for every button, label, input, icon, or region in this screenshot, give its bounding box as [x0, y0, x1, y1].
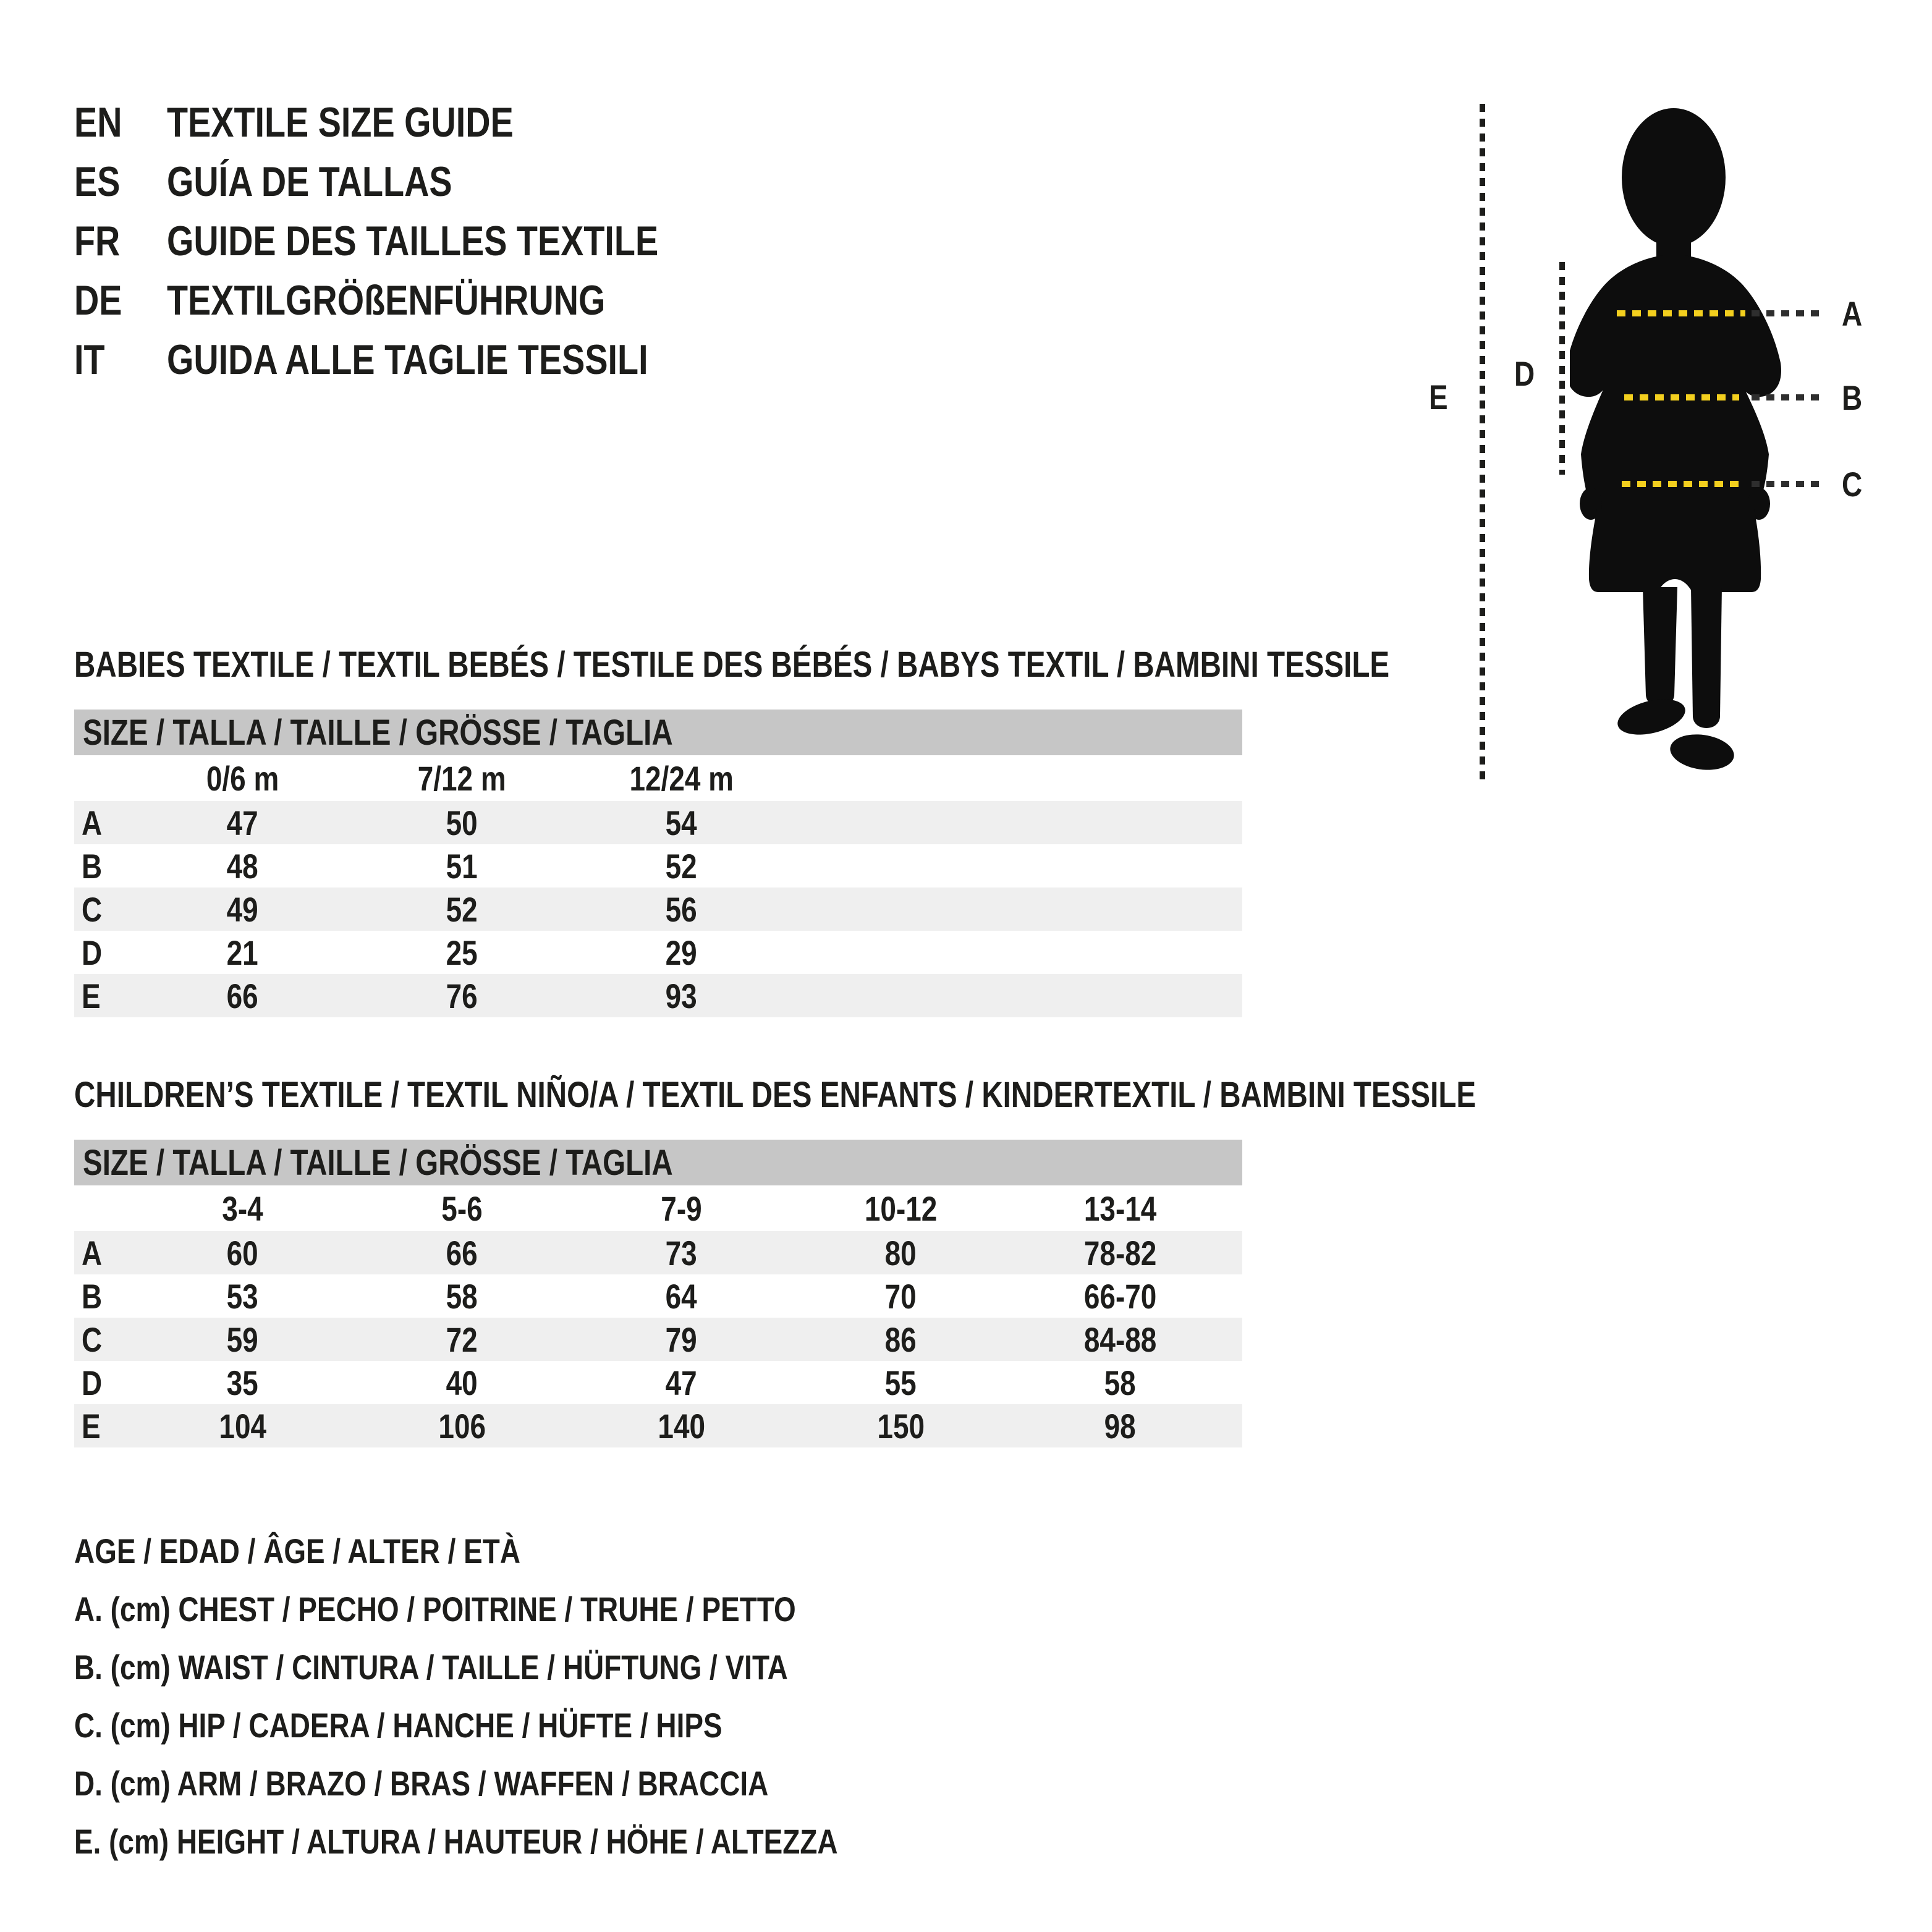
value-cell: 106 [438, 1406, 486, 1446]
language-code: IT [74, 336, 105, 383]
language-title: GUÍA DE TALLAS [167, 158, 452, 205]
babies-column-header-row [74, 755, 1242, 801]
value-cell: 40 [446, 1363, 478, 1402]
value-cell: 52 [665, 846, 698, 886]
legend-line-chest: A. (cm) CHEST / PECHO / POITRINE / TRUHE / PETTO [74, 1589, 796, 1629]
language-title: GUIDA ALLE TAGLIE TESSILI [167, 336, 648, 383]
waist-line-b-yellow [1624, 394, 1739, 400]
measure-label-d: D [1514, 354, 1535, 393]
column-header: 12/24 m [629, 758, 734, 798]
column-header: 7/12 m [418, 758, 506, 798]
language-title: TEXTILGRÖßENFÜHRUNG [167, 277, 606, 324]
language-row-es [74, 152, 766, 211]
table-row-c [74, 1318, 1242, 1361]
legend-line-waist: B. (cm) WAIST / CINTURA / TAILLE / HÜFTUNG / VITA [74, 1647, 788, 1687]
value-cell: 84-88 [1083, 1320, 1157, 1359]
language-code: ES [74, 158, 121, 205]
value-cell: 58 [446, 1276, 478, 1316]
table-row-c [74, 888, 1242, 931]
legend-line-hip: C. (cm) HIP / CADERA / HANCHE / HÜFTE / HIPS [74, 1705, 722, 1745]
measure-label-a: A [1842, 294, 1863, 333]
value-cell: 50 [446, 803, 478, 842]
value-cell: 25 [446, 933, 478, 972]
children-size-header-bar: SIZE / TALLA / TAILLE / GRÖSSE / TAGLIA [74, 1140, 1242, 1185]
value-cell: 60 [226, 1233, 259, 1273]
value-cell: 59 [226, 1320, 259, 1359]
value-cell: 56 [665, 889, 698, 929]
chest-line-a-yellow [1617, 310, 1745, 316]
language-code: EN [74, 99, 122, 146]
table-row-a [74, 801, 1242, 844]
table-row-b [74, 844, 1242, 888]
babies-size-header-bar: SIZE / TALLA / TAILLE / GRÖSSE / TAGLIA [74, 710, 1242, 755]
column-header: 3-4 [222, 1188, 263, 1228]
value-cell: 150 [877, 1406, 925, 1446]
hip-line-c-yellow [1622, 481, 1743, 487]
hip-line-c-dark [1752, 481, 1826, 487]
row-label: D [82, 1363, 103, 1402]
table-row-d [74, 1361, 1242, 1404]
row-label: A [82, 803, 103, 842]
value-cell: 49 [226, 889, 259, 929]
language-code: DE [74, 277, 122, 324]
value-cell: 73 [665, 1233, 698, 1273]
row-label: B [82, 1276, 103, 1316]
value-cell: 93 [665, 976, 698, 1015]
value-cell: 51 [446, 846, 478, 886]
chest-line-a-dark [1752, 310, 1826, 316]
row-label: E [82, 976, 101, 1015]
waist-line-b-dark [1752, 394, 1826, 400]
column-header: 10-12 [864, 1188, 938, 1228]
children-size-table [74, 1185, 1242, 1447]
measurement-legend [74, 1522, 1006, 1870]
row-label: C [82, 1320, 103, 1359]
value-cell: 76 [446, 976, 478, 1015]
language-code: FR [74, 218, 121, 265]
babies-section-heading: BABIES TEXTILE / TEXTIL BEBÉS / TESTILE DES BÉBÉS / BABYS TEXTIL / BAMBINI TESSILE [74, 645, 1390, 685]
value-cell: 47 [226, 803, 259, 842]
value-cell: 58 [1104, 1363, 1137, 1402]
table-row-a [74, 1231, 1242, 1274]
table-row-b [74, 1274, 1242, 1318]
value-cell: 66 [226, 976, 259, 1015]
column-header: 5-6 [441, 1188, 483, 1228]
value-cell: 29 [665, 933, 698, 972]
value-cell: 80 [884, 1233, 917, 1273]
language-row-de [74, 271, 766, 330]
value-cell: 79 [665, 1320, 698, 1359]
language-row-it [74, 330, 766, 389]
column-header: 0/6 m [206, 758, 279, 798]
value-cell: 66-70 [1083, 1276, 1157, 1316]
babies-size-table [74, 755, 1242, 1017]
measure-label-c: C [1842, 465, 1863, 504]
row-label: B [82, 846, 103, 886]
value-cell: 52 [446, 889, 478, 929]
table-row-e [74, 974, 1242, 1017]
value-cell: 47 [665, 1363, 698, 1402]
legend-line-height: E. (cm) HEIGHT / ALTURA / HAUTEUR / HÖHE / ALTEZZA [74, 1821, 838, 1861]
value-cell: 66 [446, 1233, 478, 1273]
value-cell: 78-82 [1083, 1233, 1157, 1273]
value-cell: 53 [226, 1276, 259, 1316]
table-row-d [74, 931, 1242, 974]
legend-line-age: AGE / EDAD / ÂGE / ALTER / ETÀ [74, 1531, 521, 1570]
children-section-heading: CHILDREN’S TEXTILE / TEXTIL NIÑO/A / TEXTIL DES ENFANTS / KINDERTEXTIL / BAMBINI TESSILE [74, 1075, 1477, 1115]
language-title: TEXTILE SIZE GUIDE [167, 99, 514, 146]
arm-line-d [1559, 262, 1565, 475]
column-header: 13-14 [1083, 1188, 1157, 1228]
table-row-e [74, 1404, 1242, 1447]
value-cell: 35 [226, 1363, 259, 1402]
language-row-en [74, 93, 766, 152]
column-header: 7-9 [661, 1188, 702, 1228]
value-cell: 48 [226, 846, 259, 886]
legend-line-arm: D. (cm) ARM / BRAZO / BRAS / WAFFEN / BRACCIA [74, 1763, 769, 1803]
value-cell: 72 [446, 1320, 478, 1359]
value-cell: 64 [665, 1276, 698, 1316]
row-label: D [82, 933, 103, 972]
measure-label-e: E [1429, 378, 1448, 417]
value-cell: 98 [1104, 1406, 1137, 1446]
measure-label-b: B [1842, 378, 1863, 417]
language-row-fr [74, 211, 766, 271]
language-title: GUIDE DES TAILLES TEXTILE [167, 218, 659, 265]
value-cell: 55 [884, 1363, 917, 1402]
row-label: E [82, 1406, 101, 1446]
value-cell: 21 [226, 933, 259, 972]
row-label: A [82, 1233, 103, 1273]
value-cell: 104 [219, 1406, 266, 1446]
value-cell: 70 [884, 1276, 917, 1316]
language-title-list [74, 93, 766, 389]
value-cell: 86 [884, 1320, 917, 1359]
value-cell: 140 [658, 1406, 705, 1446]
children-column-header-row [74, 1185, 1242, 1231]
row-label: C [82, 889, 103, 929]
value-cell: 54 [665, 803, 698, 842]
